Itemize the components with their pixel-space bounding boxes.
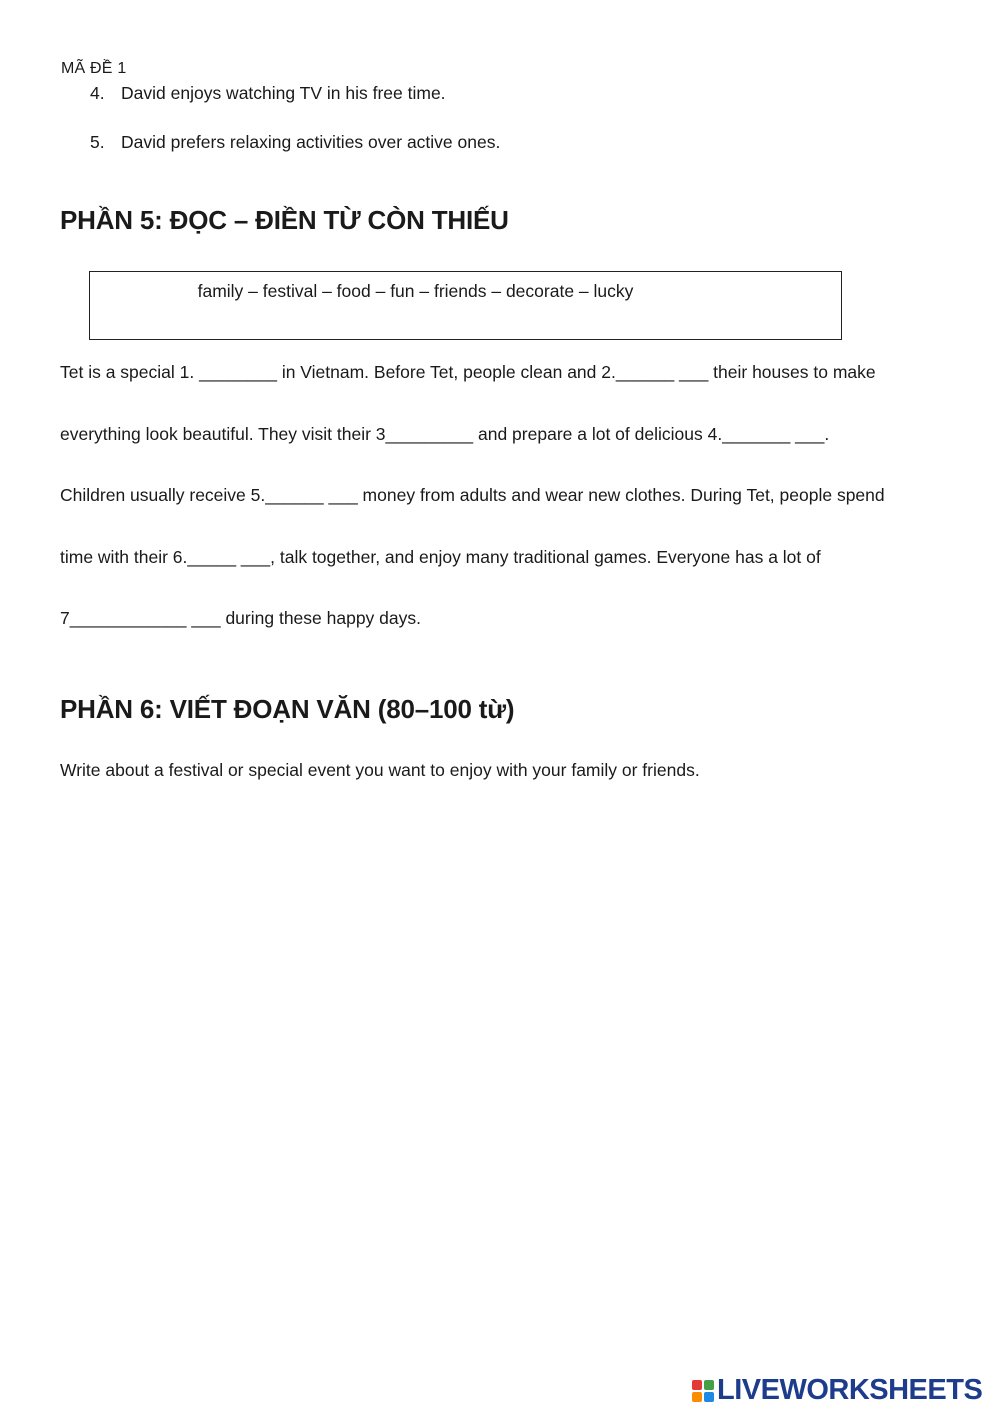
passage-line: everything look beautiful. They visit their 3_________ and prepare a lot of delicious 4._______ ___.: [60, 424, 830, 444]
statement-number: 4.: [90, 83, 105, 103]
statement-text: David enjoys watching TV in his free time.: [121, 83, 446, 103]
logo-grid-icon: [692, 1380, 714, 1402]
statement-number: 5.: [90, 132, 105, 152]
liveworksheets-logo: [692, 1374, 982, 1407]
exam-code: MÃ ĐỀ 1: [61, 60, 127, 77]
passage-line: Tet is a special 1. ________ in Vietnam. Before Tet, people clean and 2.______ ___ their houses to make: [60, 362, 876, 382]
statement-text: David prefers relaxing activities over active ones.: [121, 132, 501, 152]
passage-line: 7____________ ___ during these happy days.: [60, 608, 421, 628]
word-bank-text: family – festival – food – fun – friends – decorate – lucky: [197, 281, 634, 301]
section-5-title: PHẦN 5: ĐỌC – ĐIỀN TỪ CÒN THIẾU: [60, 205, 509, 235]
logo-text: LIVEWORKSHEETS: [717, 1374, 983, 1406]
passage-line: Children usually receive 5.______ ___ money from adults and wear new clothes. During Tet, people spend: [60, 485, 885, 505]
statement-item: [90, 83, 446, 104]
writing-prompt: Write about a festival or special event you want to enjoy with your family or friends.: [60, 760, 700, 780]
passage-line: time with their 6._____ ___, talk together, and enjoy many traditional games. Everyone has a lot of: [60, 547, 821, 567]
word-bank-box: [89, 271, 842, 340]
section-6-title: PHẦN 6: VIẾT ĐOẠN VĂN (80–100 từ): [60, 694, 515, 724]
statement-item: [90, 132, 500, 153]
